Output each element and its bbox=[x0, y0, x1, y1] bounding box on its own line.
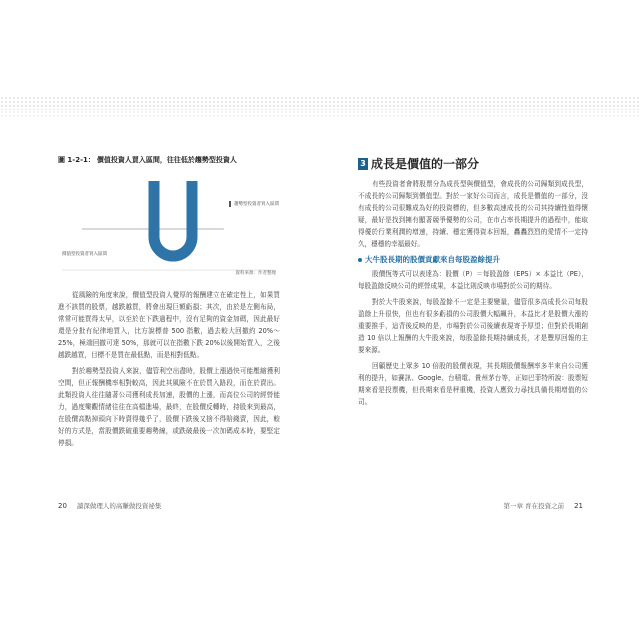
page-number: 21 bbox=[574, 502, 583, 510]
bullet-dot-icon bbox=[358, 258, 362, 262]
body-paragraph: 對於大牛股來說，每股盈餘不一定是主要變量，儘管很多高成長公司每股盈餘上升很快，但也有很多虧損的公司股價大幅飆升，本益比才是股價大漲的重要推手，這背後反映的是，市場對於公司後續表現寄予厚望；但對於長期創造 10 倍以上報酬的大牛股來說，每股盈餘長期持續成長，才是豐厚回報的主要來源。 bbox=[358, 298, 588, 354]
book-title: 讀深做理人的高賺做投資祕集 bbox=[76, 502, 162, 510]
subsection-heading bbox=[358, 254, 588, 265]
trend-investor-range-label: 趨勢型投資者買入區間 bbox=[229, 201, 279, 207]
figure-source: 資料來源：作者整理 bbox=[235, 271, 276, 276]
figure-u-diagram bbox=[58, 171, 279, 276]
body-paragraph: 股價恆等式可以表達為：股價（P）＝每股盈餘（EPS）× 本益比（PE），每股盈餘反映公司的經營成果，本益比則反映市場對於公司的期待。 bbox=[358, 270, 588, 290]
page-number: 20 bbox=[58, 502, 67, 510]
body-paragraph: 回顧歷史上眾多 10 倍股的股價表現，其長期股價報酬率多半來自公司獲利的提升，如賽訊、Google、台積電、貴州茅台等，正如巴菲特所說：股票短期來看是投票機，但長期來看是秤重機，投資人應致力尋找具備長期增值的公司。 bbox=[358, 362, 588, 406]
figure-title bbox=[58, 155, 280, 165]
right-page-footer bbox=[504, 501, 584, 510]
chapter-label: 第一章 bbox=[503, 502, 523, 510]
body-paragraph: 對於趨勢型投資人來說，儘管利空出盡時，股價上漲過快可能壓縮獲利空間，但正報酬機率相對較高，因此其風險不在於買入路段，而在於賣出。此類投資人往往隨著公司獲利成長加速，股價的上漲，而高位公司的經營能力，過度樂觀情緒往往在高檔進場，最終，在股價反轉時，持股來到最高，在股價高點掉頭向下時賣得幾乎了，股價下跌後又捨不得賠錢賣，因此，較好的方式是，當股價跌破重要趨勢線，或跌破最後一次加碼成本時，要堅定停損。 bbox=[58, 367, 280, 447]
section-heading bbox=[358, 155, 588, 172]
value-investor-range-label: 價值型投資者買入區間 bbox=[62, 252, 107, 257]
right-page bbox=[358, 155, 588, 412]
figure-number: 圖 1-2-1： bbox=[58, 156, 95, 164]
body-paragraph: 從風險的角度來說，價值型投資人覺厚的報酬建立在確定性上，如果買進不該買的股票，越跌越買，將會出現巨額虧損；其次，由於是左側布局，常常可能買得太早，以至於在下跌過程中，沒有足夠的資金加碼，因此最好還是分批有紀律地買入，比方說標普 500 指數，過去較大回撤約 20%～25%，極端回撤可達 50%，那就可以在指數下跌 20%以後開始買入，之後越跌越買，目標不是買在最低點，而是相對低點。 bbox=[58, 291, 280, 359]
left-page bbox=[58, 155, 280, 453]
dotted-header-band-fade bbox=[0, 110, 640, 118]
left-page-footer bbox=[58, 501, 161, 510]
subsection-title: 大牛股長期的股價貢獻來自每股盈餘提升 bbox=[365, 255, 500, 264]
section-number-badge: 3 bbox=[358, 158, 368, 170]
dotted-header-band bbox=[0, 96, 640, 110]
section-title: 成長是價值的一部分 bbox=[371, 157, 480, 171]
u-curve bbox=[154, 181, 192, 256]
body-paragraph: 有些投資者會將股票分為成長型與價值型，會成長的公司歸類到成長型，不成長的公司歸類到價值型。對於一家好公司而言，成長是價值的一部分，沒有成長的公司很難成為好的投資標的，但多數高速成長的公司其持續性值得懷疑，最好是找到擁有顯著競爭優勢的公司，在市占率長期提升的過程中，能取得優於行業利潤的增速，持續、穩定獲得資本回報，轟轟烈烈的愛情不一定持久，穩穩的幸福最好。 bbox=[358, 180, 588, 248]
chapter-title: 育在投資之前 bbox=[525, 502, 565, 510]
figure-caption: 價值投資人買入區間，往往低於趨勢型投資人 bbox=[96, 156, 237, 164]
